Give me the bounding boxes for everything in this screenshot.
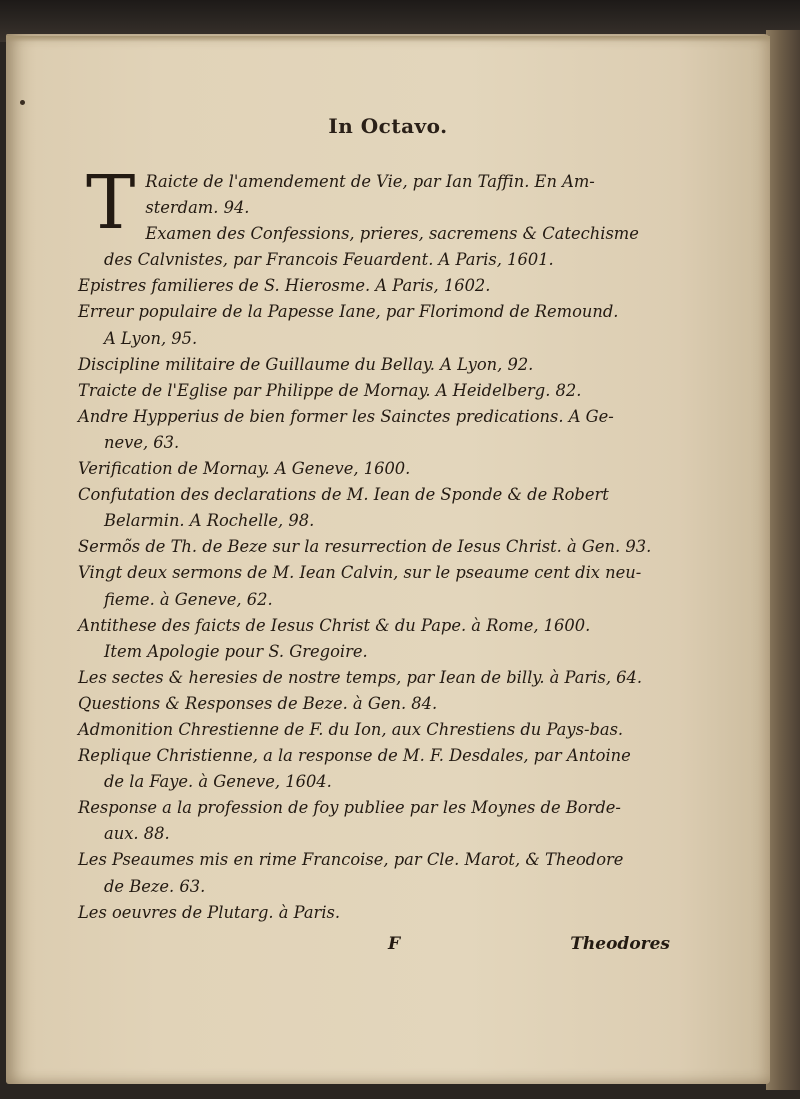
drop-cap: T <box>86 160 136 246</box>
catalogue-entry-line: neve, 63. <box>104 432 180 452</box>
catalogue-entry-line: fieme. à Geneve, 62. <box>104 589 273 609</box>
entry-list <box>78 160 658 926</box>
catalogue-entry: Vingt deux sermons de M. Iean Calvin, sur le pseaume cent dix neu- <box>78 563 642 583</box>
catalogue-entry: Confutation des declarations de M. Iean de Sponde & de Robert <box>78 485 609 505</box>
catalogue-entry-line: de la Faye. à Geneve, 1604. <box>104 772 332 792</box>
catalogue-entry: Les Pseaumes mis en rime Francoise, par Cle. Marot, & Theodore <box>78 850 624 870</box>
catalogue-entry: Erreur populaire de la Papesse Iane, par Florimond de Remound. <box>78 302 619 322</box>
catalogue-entry-line: sterdam. 94. <box>145 198 250 218</box>
book-page <box>6 34 770 1084</box>
catalogue-entry: Discipline militaire de Guillaume du Bellay. A Lyon, 92. <box>78 354 534 374</box>
catalogue-entry: Questions & Responses de Beze. à Gen. 84. <box>78 693 438 713</box>
catalogue-entry-line: de Beze. 63. <box>104 876 206 896</box>
catalogue-entry: Epistres familieres de S. Hierosme. A Paris, 1602. <box>78 276 491 296</box>
catalogue-entry-line: Belarmin. A Rochelle, 98. <box>104 511 315 531</box>
catalogue-entry: Andre Hypperius de bien former les Sainctes predications. A Ge- <box>78 406 614 426</box>
catalogue-entry: Response a la profession de foy publiee par les Moynes de Borde- <box>78 798 621 818</box>
catalogue-entry: Antithese des faicts de Iesus Christ & du Pape. à Rome, 1600. <box>78 615 591 635</box>
ink-spot <box>20 100 25 105</box>
catalogue-entry-line: des Calvnistes, par Francois Feuardent. A Paris, 1601. <box>104 250 554 270</box>
catalogue-entry: Replique Christienne, a la response de M. F. Desdales, par Antoine <box>78 746 631 766</box>
page-top-shade <box>6 36 770 42</box>
catalogue-entry: Raicte de l'amendement de Vie, par Ian Taffin. En Am- <box>145 172 595 191</box>
catchword: Theodores <box>570 934 670 954</box>
catalogue-entry-line: Item Apologie pour S. Gregoire. <box>104 641 368 661</box>
catalogue-entry: Les sectes & heresies de nostre temps, par Iean de billy. à Paris, 64. <box>78 667 643 687</box>
running-head: In Octavo. <box>328 114 448 138</box>
catalogue-entry: Sermõs de Th. de Beze sur la resurrection de Iesus Christ. à Gen. 93. <box>78 537 652 557</box>
signature-mark: F <box>388 934 401 954</box>
catalogue-entry: Admonition Chrestienne de F. du Ion, aux Chrestiens du Pays-bas. <box>78 719 624 739</box>
catalogue-entry: Les oeuvres de Plutarg. à Paris. <box>78 902 341 922</box>
page-edge <box>766 30 800 1090</box>
catalogue-entry-line: A Lyon, 95. <box>104 328 198 348</box>
catalogue-entry: Verification de Mornay. A Geneve, 1600. <box>78 459 411 479</box>
catalogue-entry-line: aux. 88. <box>104 824 170 844</box>
catalogue-entry: Traicte de l'Eglise par Philippe de Mornay. A Heidelberg. 82. <box>78 380 582 400</box>
catalogue-text <box>78 160 658 926</box>
catalogue-entry-line: Examen des Confessions, prieres, sacremens & Catechisme <box>145 224 639 244</box>
